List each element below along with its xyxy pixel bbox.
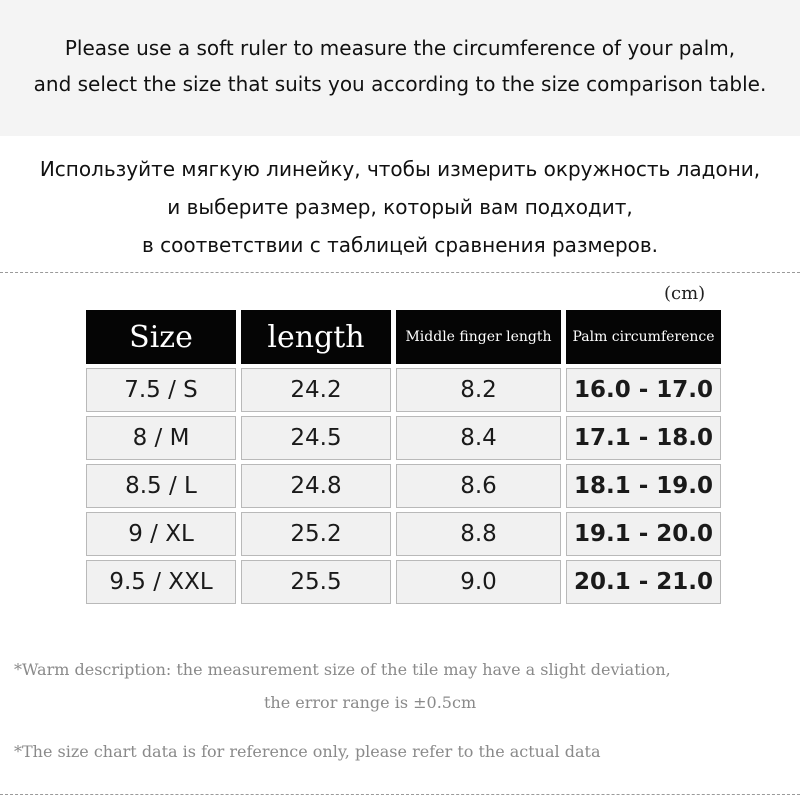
cell-palm: 20.1 - 21.0 [566, 560, 721, 604]
header-length: length [241, 310, 391, 364]
russian-instruction-line-3: в соответствии с таблицей сравнения размеров. [141, 233, 659, 257]
cell-palm: 17.1 - 18.0 [566, 416, 721, 460]
cell-size: 8 / M [86, 416, 236, 460]
cell-middle-finger: 8.2 [396, 368, 561, 412]
russian-instruction-line-1: Используйте мягкую линейку, чтобы измерить окружность ладони, [39, 157, 761, 181]
cell-palm: 16.0 - 17.0 [566, 368, 721, 412]
cell-length: 24.8 [241, 464, 391, 508]
cell-length: 25.2 [241, 512, 391, 556]
cell-palm: 19.1 - 20.0 [566, 512, 721, 556]
header-middle-finger-length: Middle finger length [396, 310, 561, 364]
cell-middle-finger: 8.6 [396, 464, 561, 508]
english-instruction-line-2: and select the size that suits you according to the size comparison table. [33, 72, 767, 96]
cell-middle-finger: 9.0 [396, 560, 561, 604]
unit-label: (cm) [664, 283, 706, 304]
reference-note: *The size chart data is for reference only, please refer to the actual data [14, 742, 601, 761]
russian-instructions [0, 150, 800, 264]
dashed-divider-bottom [0, 794, 800, 795]
header-size: Size [86, 310, 236, 364]
cell-size: 8.5 / L [86, 464, 236, 508]
russian-instruction-line-2: и выберите размер, который вам подходит, [167, 195, 633, 219]
cell-middle-finger: 8.8 [396, 512, 561, 556]
english-instructions [0, 30, 800, 102]
cell-length: 24.5 [241, 416, 391, 460]
warm-note-line-1: *Warm description: the measurement size of the tile may have a slight deviation, [14, 660, 671, 679]
cell-size: 9 / XL [86, 512, 236, 556]
english-instruction-line-1: Please use a soft ruler to measure the circumference of your palm, [64, 36, 736, 60]
cell-length: 24.2 [241, 368, 391, 412]
warm-note-line-2: the error range is ±0.5cm [264, 693, 477, 712]
dashed-divider-top [0, 272, 800, 273]
cell-palm: 18.1 - 19.0 [566, 464, 721, 508]
cell-size: 9.5 / XXL [86, 560, 236, 604]
size-chart-table [86, 310, 722, 604]
cell-size: 7.5 / S [86, 368, 236, 412]
cell-middle-finger: 8.4 [396, 416, 561, 460]
cell-length: 25.5 [241, 560, 391, 604]
header-palm-circumference: Palm circumference [566, 310, 721, 364]
